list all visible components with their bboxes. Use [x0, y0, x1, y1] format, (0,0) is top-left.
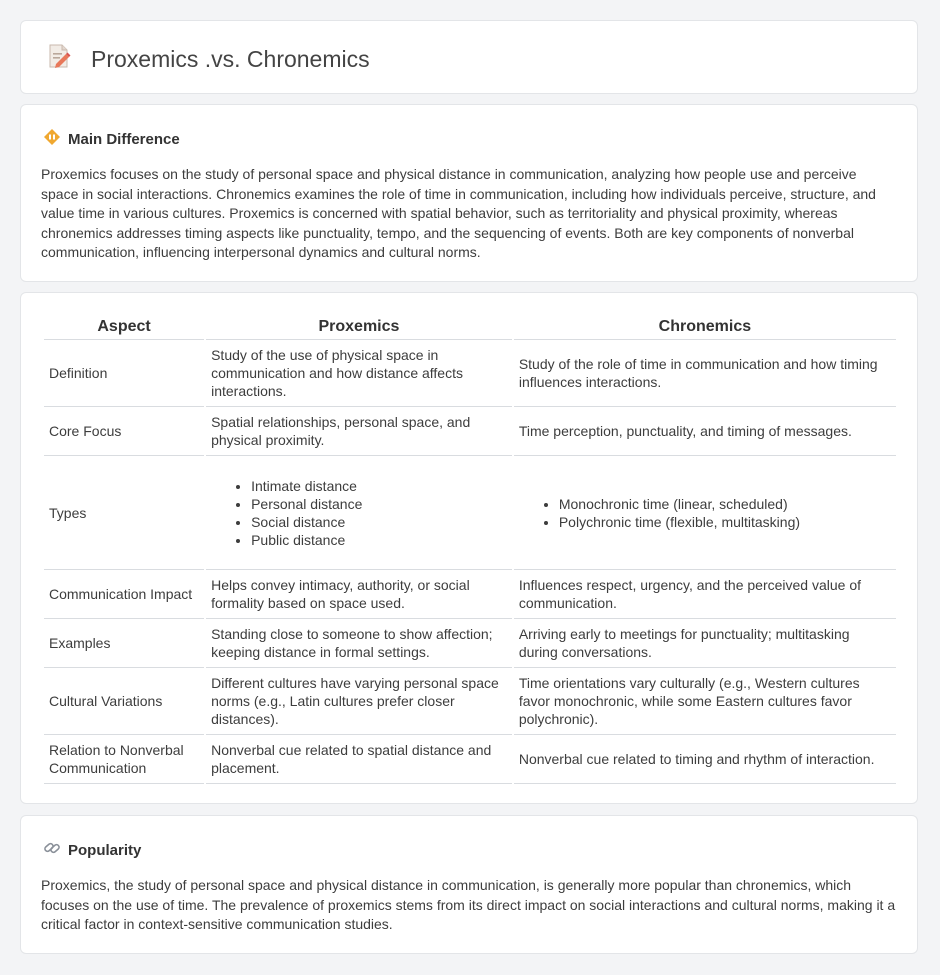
row-proxemics: Helps convey intimacy, authority, or social formality based on space used. — [206, 570, 512, 619]
row-chronemics: Influences respect, urgency, and the perceived value of communication. — [514, 570, 896, 619]
row-chronemics: Study of the role of time in communication and how timing influences interactions. — [514, 340, 896, 407]
table-row — [44, 668, 896, 735]
popularity-card — [20, 815, 918, 954]
main-difference-heading — [43, 128, 180, 151]
table-row — [44, 570, 896, 619]
header-card — [20, 20, 918, 94]
list-item: • Polychronic time (flexible, multitasking) — [559, 513, 891, 531]
row-chronemics: Nonverbal cue related to timing and rhythm of interaction. — [514, 735, 896, 784]
table-row — [44, 340, 896, 407]
row-aspect: Communication Impact — [44, 570, 204, 619]
row-proxemics — [206, 456, 512, 570]
row-proxemics: Study of the use of physical space in communication and how distance affects interactions. — [206, 340, 512, 407]
row-aspect: Cultural Variations — [44, 668, 204, 735]
row-aspect: Types — [44, 456, 204, 570]
list-item: • Public distance — [251, 531, 507, 549]
header-aspect: Aspect — [44, 312, 204, 340]
document-edit-icon — [47, 43, 71, 74]
row-proxemics: Standing close to someone to show affection; keeping distance in formal settings. — [206, 619, 512, 668]
row-proxemics: Different cultures have varying personal space norms (e.g., Latin cultures prefer closer distances). — [206, 668, 512, 735]
table-header-row — [44, 312, 896, 340]
table-row — [44, 407, 896, 456]
proxemics-types-list — [211, 477, 507, 549]
list-item: • Intimate distance — [251, 477, 507, 495]
popularity-heading — [43, 839, 141, 862]
diamond-icon — [43, 128, 61, 151]
row-chronemics: Time perception, punctuality, and timing of messages. — [514, 407, 896, 456]
row-aspect: Core Focus — [44, 407, 204, 456]
list-item: • Personal distance — [251, 495, 507, 513]
table-row — [44, 735, 896, 784]
list-item: • Social distance — [251, 513, 507, 531]
popularity-title: Popularity — [68, 842, 142, 859]
main-difference-card — [20, 104, 918, 282]
main-difference-text: Proxemics focuses on the study of personal space and physical distance in communication, analyzing how people use and perceive space in social interactions. Chronemics examines the role of time in communication, including how individuals perceive, structure, and value time in various cultures. Proxemics is concerned with spatial behavior, such as territoriality and physical proximity, whereas chronemics addresses timing aspects like punctuality, tempo, and the sequencing of events. Both are key components of nonverbal communication, influencing interpersonal dynamics and cultural norms. — [41, 166, 876, 260]
row-aspect: Definition — [44, 340, 204, 407]
table-row — [44, 456, 896, 570]
popularity-text: Proxemics, the study of personal space and physical distance in communication, is generally more popular than chronemics, which focuses on the use of time. The prevalence of proxemics stems from its direct impact on social interactions and cultural norms, making it a critical factor in context-sensitive communication studies. — [41, 877, 896, 932]
page-title: Proxemics .vs. Chronemics — [91, 45, 370, 72]
main-difference-title: Main Difference — [68, 131, 180, 148]
row-chronemics: Arriving early to meetings for punctuality; multitasking during conversations. — [514, 619, 896, 668]
row-proxemics: Nonverbal cue related to spatial distance and placement. — [206, 735, 512, 784]
list-item: • Monochronic time (linear, scheduled) — [559, 495, 891, 513]
link-icon — [43, 839, 61, 862]
comparison-table-card — [20, 292, 918, 804]
chronemics-types-list — [519, 495, 891, 531]
header-proxemics: Proxemics — [206, 312, 512, 340]
row-chronemics: Time orientations vary culturally (e.g., Western cultures favor monochronic, while some Eastern cultures favor polychronic). — [514, 668, 896, 735]
row-aspect: Relation to Nonverbal Communication — [44, 735, 204, 784]
table-row — [44, 619, 896, 668]
row-aspect: Examples — [44, 619, 204, 668]
comparison-table — [42, 312, 898, 784]
row-chronemics — [514, 456, 896, 570]
header-chronemics: Chronemics — [514, 312, 896, 340]
row-proxemics: Spatial relationships, personal space, and physical proximity. — [206, 407, 512, 456]
